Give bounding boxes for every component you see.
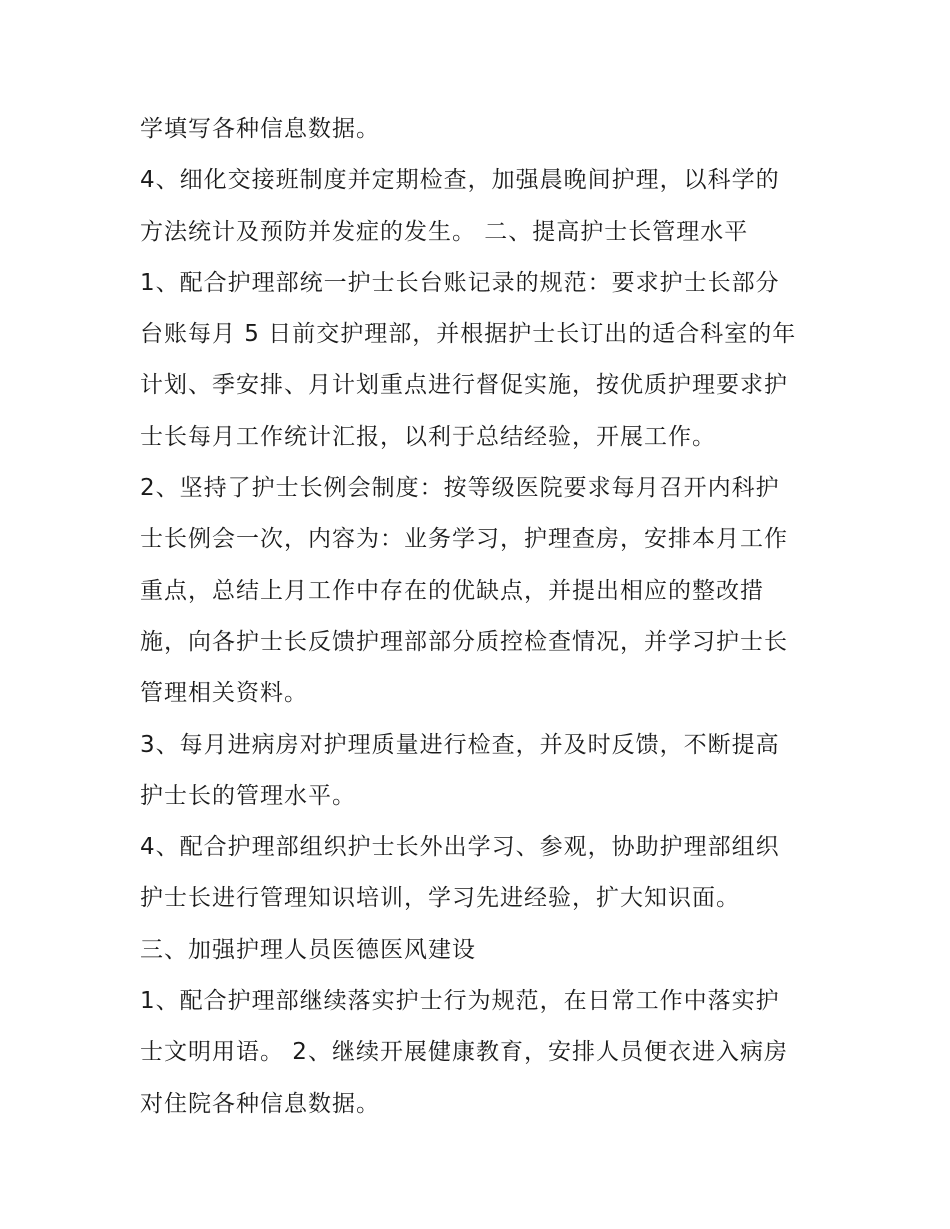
text-line: 管理相关资料。 bbox=[140, 680, 308, 707]
text-line: 士文明用语。 2、继续开展健康教育，安排人员便衣进入病房 bbox=[140, 1039, 788, 1066]
text-line: 2、坚持了护士长例会制度：按等级医院要求每月召开内科护 bbox=[140, 475, 780, 502]
text-line: 护士长的管理水平。 bbox=[140, 782, 356, 809]
text-line: 重点，总结上月工作中存在的优缺点，并提出相应的整改措 bbox=[140, 577, 764, 604]
text-line: 1、配合护理部统一护士长台账记录的规范：要求护士长部分 bbox=[140, 269, 780, 296]
text-line: 护士长进行管理知识培训，学习先进经验，扩大知识面。 bbox=[140, 885, 740, 912]
section-heading: 三、加强护理人员医德医风建设 bbox=[140, 936, 476, 963]
text-line: 3、每月进病房对护理质量进行检查，并及时反馈，不断提高 bbox=[140, 731, 780, 758]
text-line: 士长例会一次，内容为：业务学习，护理查房，安排本月工作 bbox=[140, 526, 788, 553]
text-line: 方法统计及预防并发症的发生。 二、提高护士长管理水平 bbox=[140, 218, 749, 245]
text-line: 1、配合护理部继续落实护士行为规范，在日常工作中落实护 bbox=[140, 988, 780, 1015]
text-line: 4、配合护理部组织护士长外出学习、参观，协助护理部组织 bbox=[140, 834, 780, 861]
text-line: 学填写各种信息数据。 bbox=[140, 116, 380, 142]
text-line: 对住院各种信息数据。 bbox=[140, 1090, 380, 1117]
text-line: 计划、季安排、月计划重点进行督促实施，按优质护理要求护 bbox=[140, 372, 788, 399]
document-body-text bbox=[140, 104, 830, 1130]
text-line: 士长每月工作统计汇报，以利于总结经验，开展工作。 bbox=[140, 423, 716, 450]
text-line: 4、细化交接班制度并定期检查，加强晨晚间护理，以科学的 bbox=[140, 167, 780, 194]
text-line: 台账每月 5 日前交护理部，并根据护士长订出的适合科室的年 bbox=[140, 321, 797, 348]
text-line: 施，向各护士长反馈护理部部分质控检查情况，并学习护士长 bbox=[140, 628, 788, 655]
